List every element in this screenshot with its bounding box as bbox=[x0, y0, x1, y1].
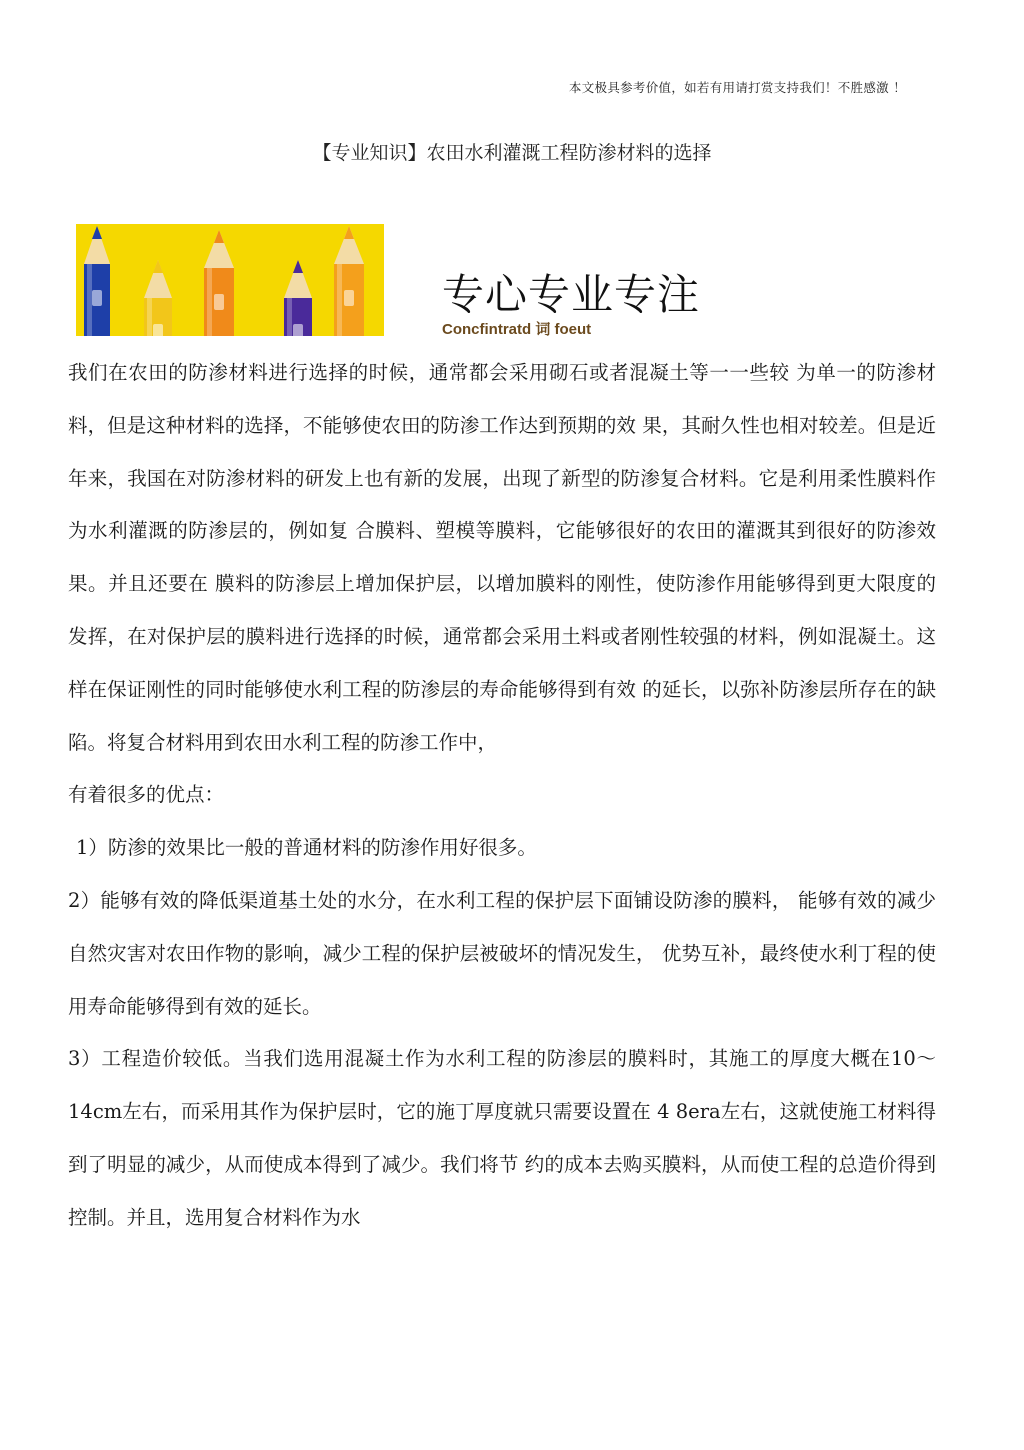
paragraph-2: 有着很多的优点： bbox=[68, 783, 225, 807]
article-body bbox=[68, 347, 936, 1245]
slogan-en: Concfintratd 词 foeut bbox=[442, 321, 592, 338]
banner bbox=[76, 224, 701, 339]
pencils-image bbox=[76, 224, 384, 336]
page-title: 【专业知识】农田水利灌溉工程防渗材料的选择 bbox=[312, 142, 712, 164]
paragraph-1: 我们在农田的防渗材料进行选择的时候，通常都会采用砌石或者混凝土等一一些较 为单一的防渗材料，但是这种材料的选择，不能够使农田的防渗工作达到预期的效 果，其耐久性也相对较差。但是近年来，我国在对防渗材料的研发上也有新的发展，出现了新型的防渗复合材料。它是利用柔性膜料作为水利灌溉的防渗层的，例如复 合膜料、塑模等膜料，它能够很好的农田的灌溉其到很好的防渗效果。并且还要在 膜料的防渗层上增加保护层，以增加膜料的刚性，使防渗作用能够得到更大限度的 发挥，在对保护层的膜料进行选择的时候，通常都会采用土料或者刚性较强的材料，例如混凝土。这样在保证刚性的同时能够使水利工程的防渗层的寿命能够得到有效 的延长，以弥补防渗层所存在的缺陷。将复合材料用到农田水利工程的防渗工作中， bbox=[68, 361, 936, 754]
top-note: 本文极具参考价值，如若有用请打赏支持我们！不胜感激 ！ bbox=[568, 80, 906, 95]
slogan: 专心专业专注 bbox=[442, 270, 701, 319]
list-item-1: 1）防渗的效果比一般的普通材料的防渗作用好很多。 bbox=[76, 836, 537, 860]
list-item-2: 2）能够有效的降低渠道基土处的水分，在水利工程的保护层下面铺设防渗的膜料， 能够有效的减少自然灾害对农田作物的影响，减少工程的保护层被破坏的情况发生， 优势互补，最终使水利丁程的使用寿命能够得到有效的延长。 bbox=[68, 888, 936, 1018]
list-item-3: 3）工程造价较低。当我们选用混凝土作为水利工程的防渗层的膜料时，其施工的厚度大概在10～14cm左右，而采用其作为保护层时，它的施丁厚度就只需要设置在 4 8era左右，这就使施工材料得到了明显的减少，从而使成本得到了减少。我们将节 约的成本去购买膜料，从而使工程的总造价得到控制。并且，选用复合材料作为水 bbox=[68, 1047, 936, 1229]
